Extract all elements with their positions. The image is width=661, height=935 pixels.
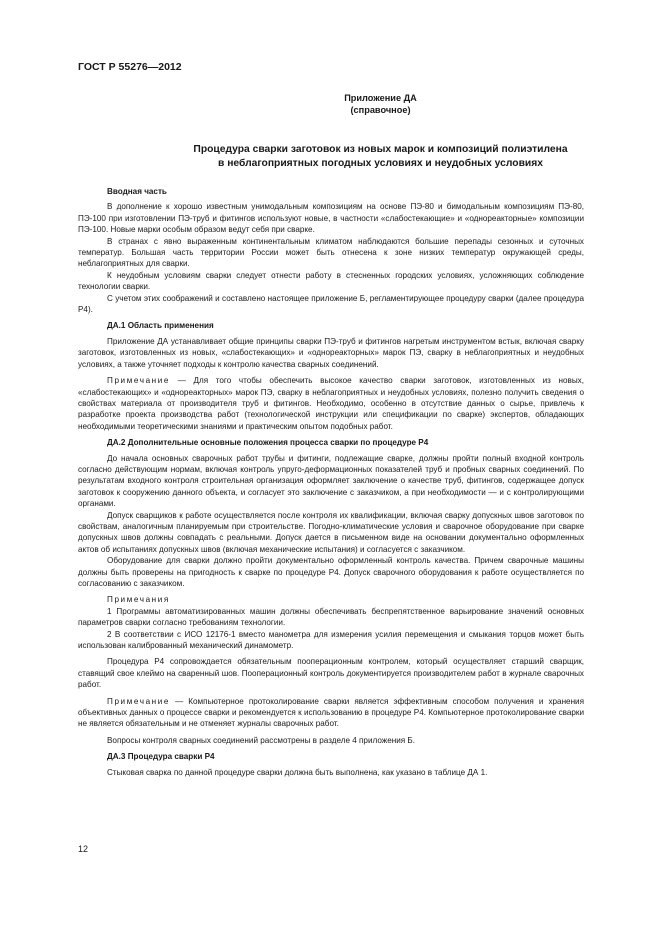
appendix-label: Приложение ДА <box>344 93 417 103</box>
section-3-heading: ДА.3 Процедура сварки Р4 <box>107 752 215 762</box>
intro-paragraph-3: К неудобным условиям сварки следует отнести работу в стесненных городских условиях, усложняющих соблюдение технологии сварки. <box>78 270 584 292</box>
section-2-paragraph-4: Процедура Р4 сопровождается обязательным пооперационным контролем, который осуществляет старший сварщик, ставящий свое клеймо на сваренный шов. Пооперационный контроль документируется производителем работ в журнале сварочных работ. <box>78 657 584 690</box>
section-2-paragraph-2: Допуск сварщиков к работе осуществляется после контроля их квалификации, включая сварку допускных швов заготовок по свойствам, аналогичным планируемым при строительстве. Погодно-климатические условия и сварочное оборудование при сварке допускных швов должны совпадать с реальными. Допуск дается в письменном виде на основании документально оформленных актов об испытаниях допускных швов (включая механические испытания) и согласуется с заказчиком. <box>78 510 584 554</box>
section-1-note <box>78 375 584 432</box>
section-1-paragraph-1: Приложение ДА устанавливает общие принципы сварки ПЭ-труб и фитингов нагретым инструментом встык, включая сварку заготовок, изготовленных из новых, «слабостекающих» и «однореакторных» марок ПЭ, сварку в неблагоприятных и неудобных условиях, а также уточняет подходы к контролю качества сварных соединений. <box>78 336 584 369</box>
note-text: — Компьютерное протоколирование сварки является эффективным способом получения и хранения объективных данных о процессе сварки и рекомендуется к использованию в процедуре Р4. Компьютерное протоколирование сварки не является обязательным и не отменяет журналы сварочных работ. <box>78 696 584 729</box>
intro-paragraph-2: В странах с явно выраженным континентальным климатом наблюдаются большие перепады сезонных и суточных температур. Большая часть территории России может быть отнесена к зоне низких температур окружающей среды, неблагоприятных для сварки. <box>78 236 584 269</box>
section-2-note <box>78 696 584 730</box>
section-3-paragraph-1: Стыковая сварка по данной процедуре сварки должна быть выполнена, как указано в таблице ДА 1. <box>107 767 488 777</box>
appendix-title-line2: в неблагоприятных погодных условиях и неудобных условиях <box>218 158 543 169</box>
section-2-paragraph-5: Вопросы контроля сварных соединений рассмотрены в разделе 4 приложения Б. <box>107 735 415 745</box>
section-2-heading: ДА.2 Дополнительные основные положения процесса сварки по процедуре Р4 <box>107 438 429 448</box>
intro-heading: Вводная часть <box>107 187 167 196</box>
appendix-type: (справочное) <box>350 105 411 115</box>
section-2-paragraph-1: До начала основных сварочных работ трубы и фитинги, подлежащие сварке, должны пройти полный входной контроль согласно действующим нормам, включая контроль упруго-деформационных показателей труб и пробных сварных соединений. По результатам входного контроля строительная организация оформляет заключение о качестве труб, фитингов, содержащее допуск заготовок к сооружению данного объекта, и согласует это заключение с заказчиком, а при необходимости — и с контролирующими органами. <box>78 453 584 509</box>
document-code: ГОСТ Р 55276—2012 <box>78 61 182 73</box>
note-label: Примечание <box>107 696 171 706</box>
section-2-notes-label: Примечания <box>107 595 170 605</box>
note-label: Примечание <box>107 376 171 386</box>
intro-paragraph-1: В дополнение к хорошо известным унимодальным композициям на основе ПЭ-80 и бимодальным композициям ПЭ-80, ПЭ-100 при изготовлении ПЭ-труб и фитингов используют новые, в частности «слабостекающие» и «однореакторные» композиции ПЭ-100. Новые марки особым образом ведут себя при сварке. <box>78 202 584 235</box>
section-2-paragraph-3: Оборудование для сварки должно пройти документально оформленный контроль качества. Причем сварочные машины должны быть проверены на пригодность к сварке по процедуре Р4. Допуск сварочного оборудования к работе осуществляется по согласованию с заказчиком. <box>78 556 584 588</box>
page-number: 12 <box>78 844 89 854</box>
intro-paragraph-4: С учетом этих соображений и составлено настоящее приложение Б, регламентирующее процедуру сварки (далее процедура Р4). <box>78 293 584 315</box>
section-2-note-2: 2 В соответствии с ИСО 12176-1 вместо манометра для измерения усилия перемещения и смыкания торцов может быть использован калиброванный механический динамометр. <box>78 629 584 651</box>
appendix-title-line1: Процедура сварки заготовок из новых марок и композиций полиэтилена <box>193 144 568 155</box>
note-text: — Для того чтобы обеспечить высокое качество сварки заготовок, изготовленных из новых, «слабостекающих» и «однореакторных» марок ПЭ, сварку в неблагоприятных и неудобных условиях, полезно получить сведения о свойствах материала от производителя труб и фитингов. Необходимо, особенно в отсутствие данных о сырье, привлечь к разработке проекта производства работ (технологической инструкции или спецификации по сварке) экспертов, обладающих необходимыми теоретическими знаниями и практическим опытом подобных работ. <box>78 376 584 431</box>
document-body <box>78 186 584 778</box>
section-2-note-1: 1 Программы автоматизированных машин должны обеспечивать беспрепятственное варьирование значений основных параметров сварки согласно требованиям технологии. <box>78 606 584 628</box>
section-1-heading: ДА.1 Область применения <box>107 321 214 331</box>
